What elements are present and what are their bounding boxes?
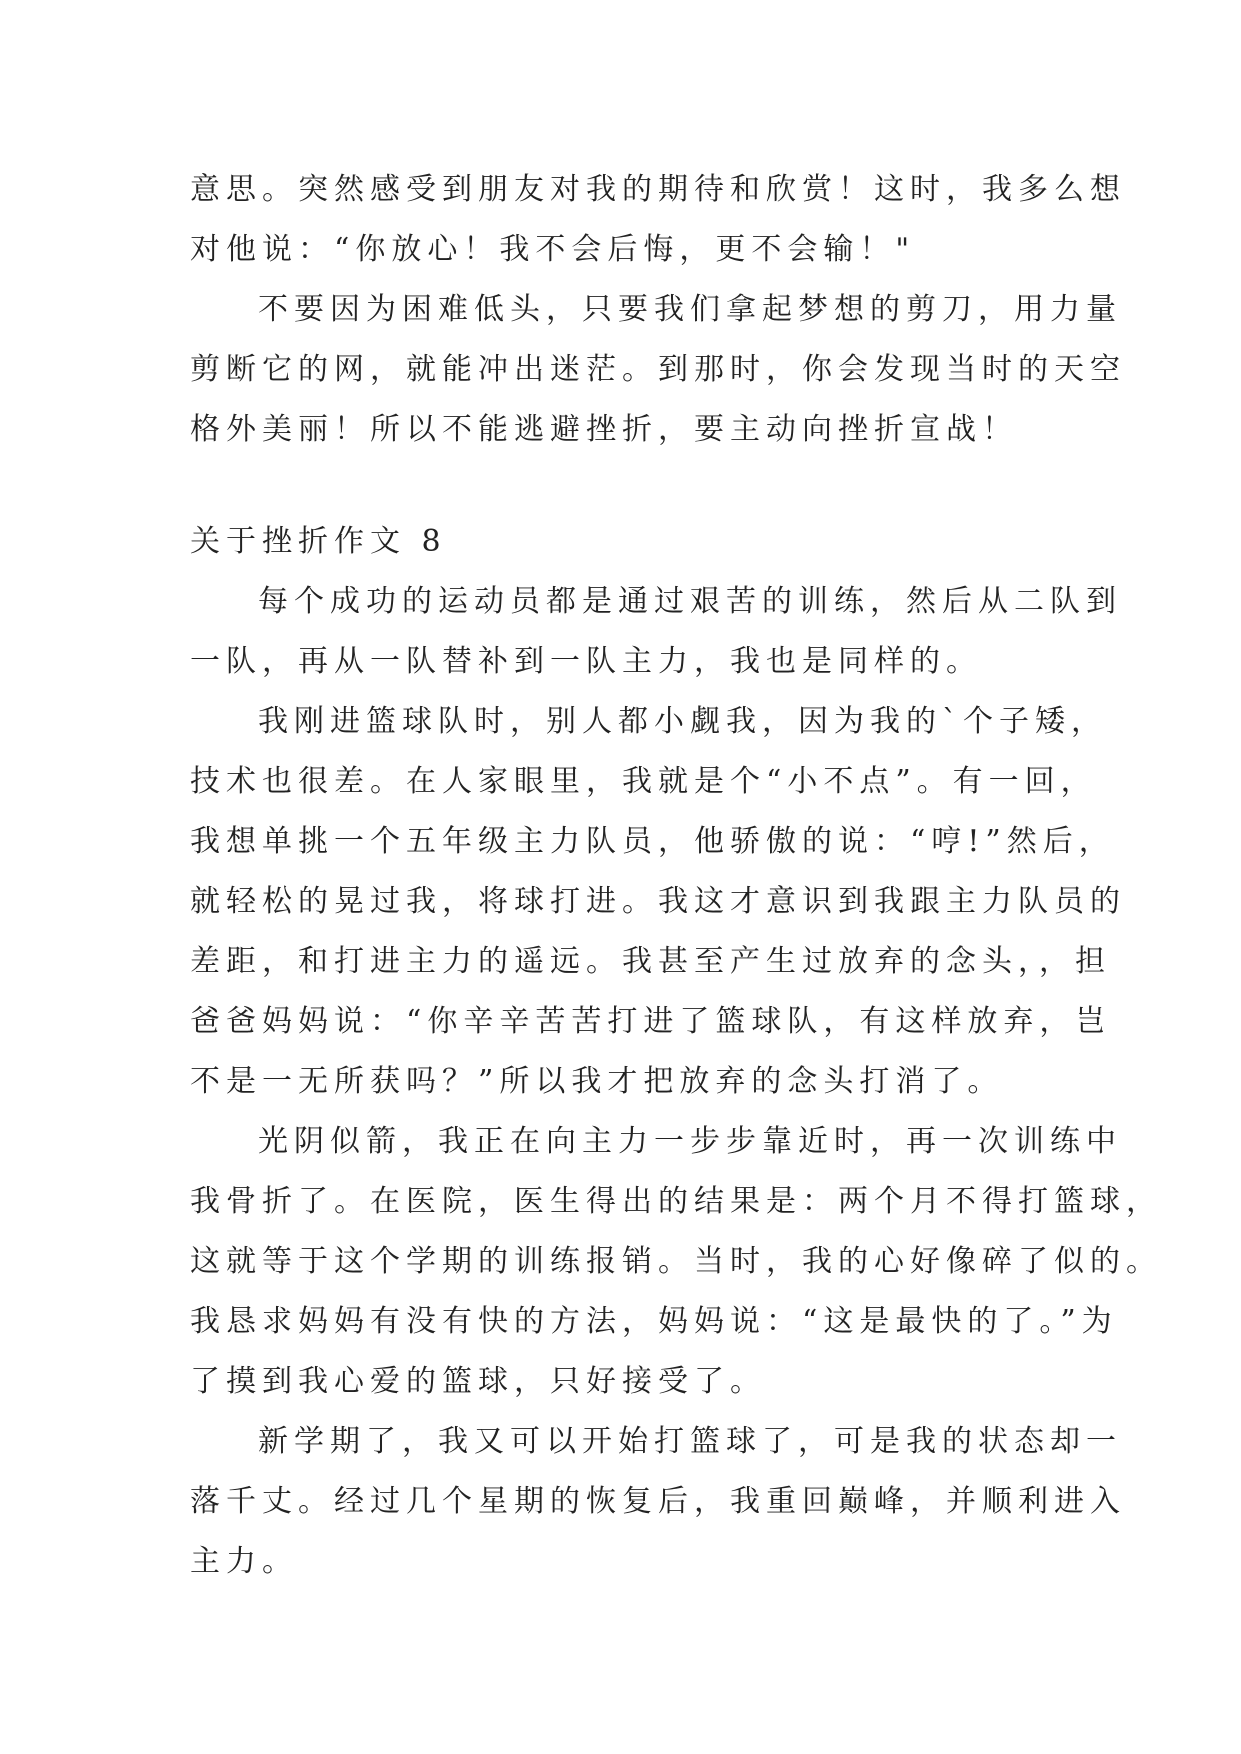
text-line: 格外美丽！所以不能逃避挫折，要主动向挫折宣战！ xyxy=(190,412,1018,447)
paragraph xyxy=(190,692,1126,1112)
text-line: 不是一无所获吗？”所以我才把放弃的念头打消了。 xyxy=(190,1064,1004,1099)
paragraph xyxy=(190,1112,1162,1412)
paragraph xyxy=(190,160,1126,280)
text-line: 一队，再从一队替补到一队主力，我也是同样的。 xyxy=(190,644,982,679)
text-line: 不要因为困难低头，只要我们拿起梦想的剪刀，用力量 xyxy=(258,292,1122,327)
text-line: 了摸到我心爱的篮球，只好接受了。 xyxy=(190,1364,766,1399)
text-line: 剪断它的网，就能冲出迷茫。到那时，你会发现当时的天空 xyxy=(190,352,1126,387)
text-line: 我想单挑一个五年级主力队员，他骄傲的说：“哼!”然后， xyxy=(190,824,1115,859)
text-line: 新学期了，我又可以开始打篮球了，可是我的状态却一 xyxy=(258,1424,1122,1459)
text-line: 每个成功的运动员都是通过艰苦的训练，然后从二队到 xyxy=(258,584,1122,619)
text-line: 我恳求妈妈有没有快的方法，妈妈说：“这是最快的了。”为 xyxy=(190,1304,1118,1339)
text-line: 光阴似箭，我正在向主力一步步靠近时，再一次训练中 xyxy=(258,1124,1122,1159)
text-line: 意思。突然感受到朋友对我的期待和欣赏！这时，我多么想 xyxy=(190,172,1126,207)
text-line: 主力。 xyxy=(190,1544,298,1579)
section-title: 关于挫折作文 8 xyxy=(190,524,447,559)
text-line: 落千丈。经过几个星期的恢复后，我重回巅峰，并顺利进入 xyxy=(190,1484,1126,1519)
text-line: 这就等于这个学期的训练报销。当时，我的心好像碎了似的。 xyxy=(190,1244,1162,1279)
paragraph xyxy=(190,1412,1126,1592)
text-line: 技术也很差。在人家眼里，我就是个“小不点”。有一回， xyxy=(190,764,1097,799)
text-line: 爸爸妈妈说：“你辛辛苦苦打进了篮球队，有这样放弃，岂 xyxy=(190,1004,1112,1039)
text-line: 差距，和打进主力的遥远。我甚至产生过放弃的念头，，担 xyxy=(190,944,1111,979)
document-page xyxy=(190,160,1162,1592)
text-line: 对他说：“你放心！我不会后悔，更不会输！" xyxy=(190,232,916,267)
text-line: 我骨折了。在医院，医生得出的结果是：两个月不得打篮球， xyxy=(190,1184,1162,1219)
paragraph xyxy=(190,280,1126,460)
text-line: 就轻松的晃过我，将球打进。我这才意识到我跟主力队员的 xyxy=(190,884,1126,919)
paragraph xyxy=(190,572,1122,692)
text-line: 我刚进篮球队时，别人都小觑我，因为我的`个子矮， xyxy=(258,704,1107,739)
